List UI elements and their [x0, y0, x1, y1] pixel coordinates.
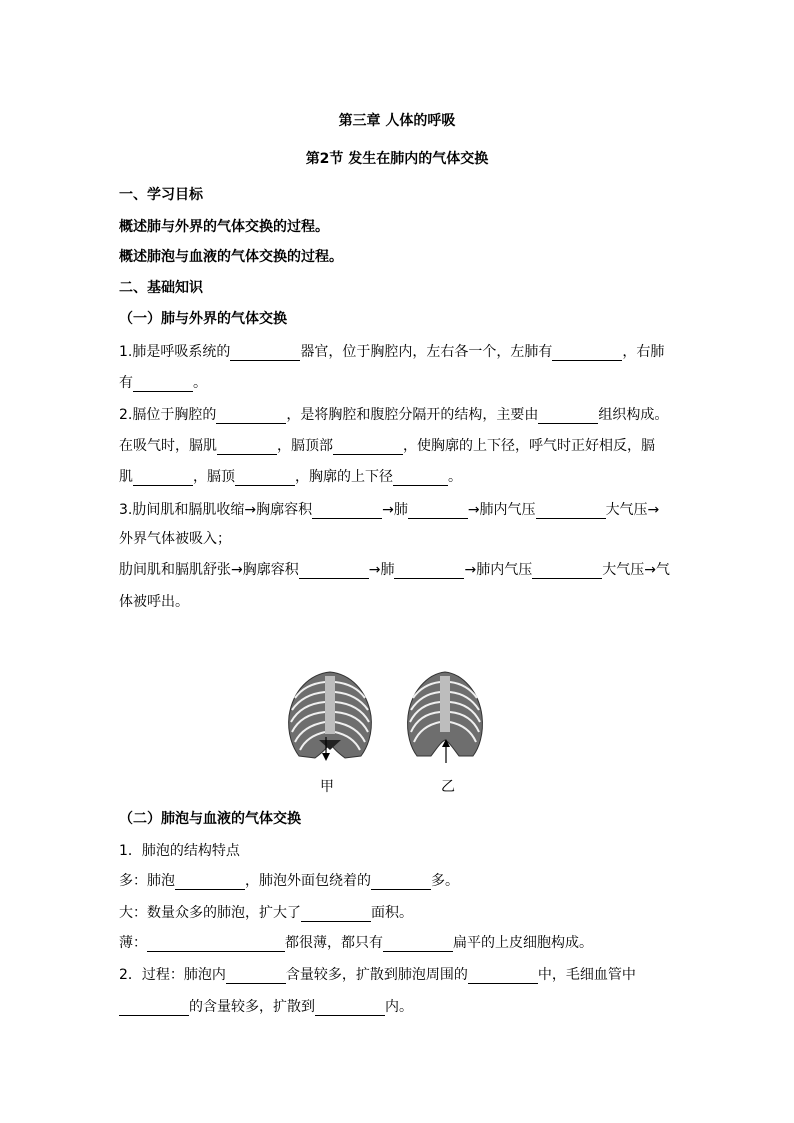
q2-line3: 肌 ，膈顶 ，胸廓的上下径 。	[119, 469, 462, 485]
section-title: 第2节 发生在肺内的气体交换	[305, 151, 489, 167]
part1-heading: （一）肺与外界的气体交换	[119, 311, 287, 327]
answer-blank[interactable]	[552, 345, 622, 361]
answer-blank[interactable]	[119, 1000, 189, 1016]
objectives-heading-text: 一、学习目标	[119, 187, 203, 203]
answer-blank[interactable]	[312, 503, 382, 519]
answer-blank[interactable]	[538, 408, 598, 424]
answer-blank[interactable]	[147, 936, 285, 952]
answer-blank[interactable]	[333, 439, 403, 455]
part2-heading: （二）肺泡与血液的气体交换	[119, 811, 301, 827]
objective-2: 概述肺泡与血液的气体交换的过程。	[119, 249, 343, 265]
answer-blank[interactable]	[217, 439, 277, 455]
q1-line2: 有 。	[119, 375, 207, 391]
p2-item5-line1: 2．过程：肺泡内 含量较多，扩散到肺泡周围的 中，毛细血管中	[119, 967, 636, 983]
answer-blank[interactable]	[383, 936, 453, 952]
figure-label-yi: 乙	[441, 779, 455, 795]
arrow-up-icon	[440, 737, 452, 763]
q3-line3: 肋间肌和膈肌舒张→胸廓容积 →肺 →肺内气压 大气压→气	[119, 562, 670, 578]
answer-blank[interactable]	[536, 503, 606, 519]
q2-line2: 在吸气时，膈肌 ，膈顶部 ，使胸廓的上下径，呼气时正好相反，膈	[119, 438, 655, 454]
basics-heading: 二、基础知识	[119, 280, 203, 296]
answer-blank[interactable]	[371, 874, 431, 890]
p2-item1: 1．肺泡的结构特点	[119, 843, 240, 859]
answer-blank[interactable]	[299, 563, 369, 579]
answer-blank[interactable]	[235, 470, 295, 486]
p2-item5-line2: 的含量较多，扩散到 内。	[119, 996, 679, 1016]
answer-blank[interactable]	[468, 968, 538, 984]
answer-blank[interactable]	[532, 563, 602, 579]
objective-1: 概述肺与外界的气体交换的过程。	[119, 219, 329, 235]
answer-blank[interactable]	[393, 470, 448, 486]
q3-line4: 体被呼出。	[119, 594, 189, 610]
answer-blank[interactable]	[216, 408, 286, 424]
q3-line2: 外界气体被吸入；	[119, 531, 231, 547]
arrow-down-icon	[320, 737, 332, 763]
q3-line1: 3.肋间肌和膈肌收缩→胸廓容积 →肺 →肺内气压 大气压→	[119, 502, 660, 518]
answer-blank[interactable]	[301, 906, 371, 922]
p2-item2: 多：肺泡 ，肺泡外面包绕着的 多。	[119, 873, 459, 889]
answer-blank[interactable]	[226, 968, 286, 984]
p2-item4: 薄： 都很薄，都只有 扁平的上皮细胞构成。	[119, 935, 593, 951]
q1-line1: 1.肺是呼吸系统的 器官，位于胸腔内，左右各一个，左肺有 ，右肺	[119, 344, 665, 360]
p2-item3: 大：数量众多的肺泡，扩大了 面积。	[119, 905, 413, 921]
answer-blank[interactable]	[394, 563, 464, 579]
answer-blank[interactable]	[133, 470, 193, 486]
answer-blank[interactable]	[315, 1000, 385, 1016]
answer-blank[interactable]	[230, 345, 300, 361]
q2-line1: 2.膈位于胸腔的 ，是将胸腔和腹腔分隔开的结构，主要由 组织构成。	[119, 407, 669, 423]
figure-label-jia: 甲	[320, 779, 334, 795]
answer-blank[interactable]	[175, 874, 245, 890]
answer-blank[interactable]	[133, 376, 193, 392]
chapter-title: 第三章 人体的呼吸	[338, 113, 456, 129]
answer-blank[interactable]	[408, 503, 468, 519]
